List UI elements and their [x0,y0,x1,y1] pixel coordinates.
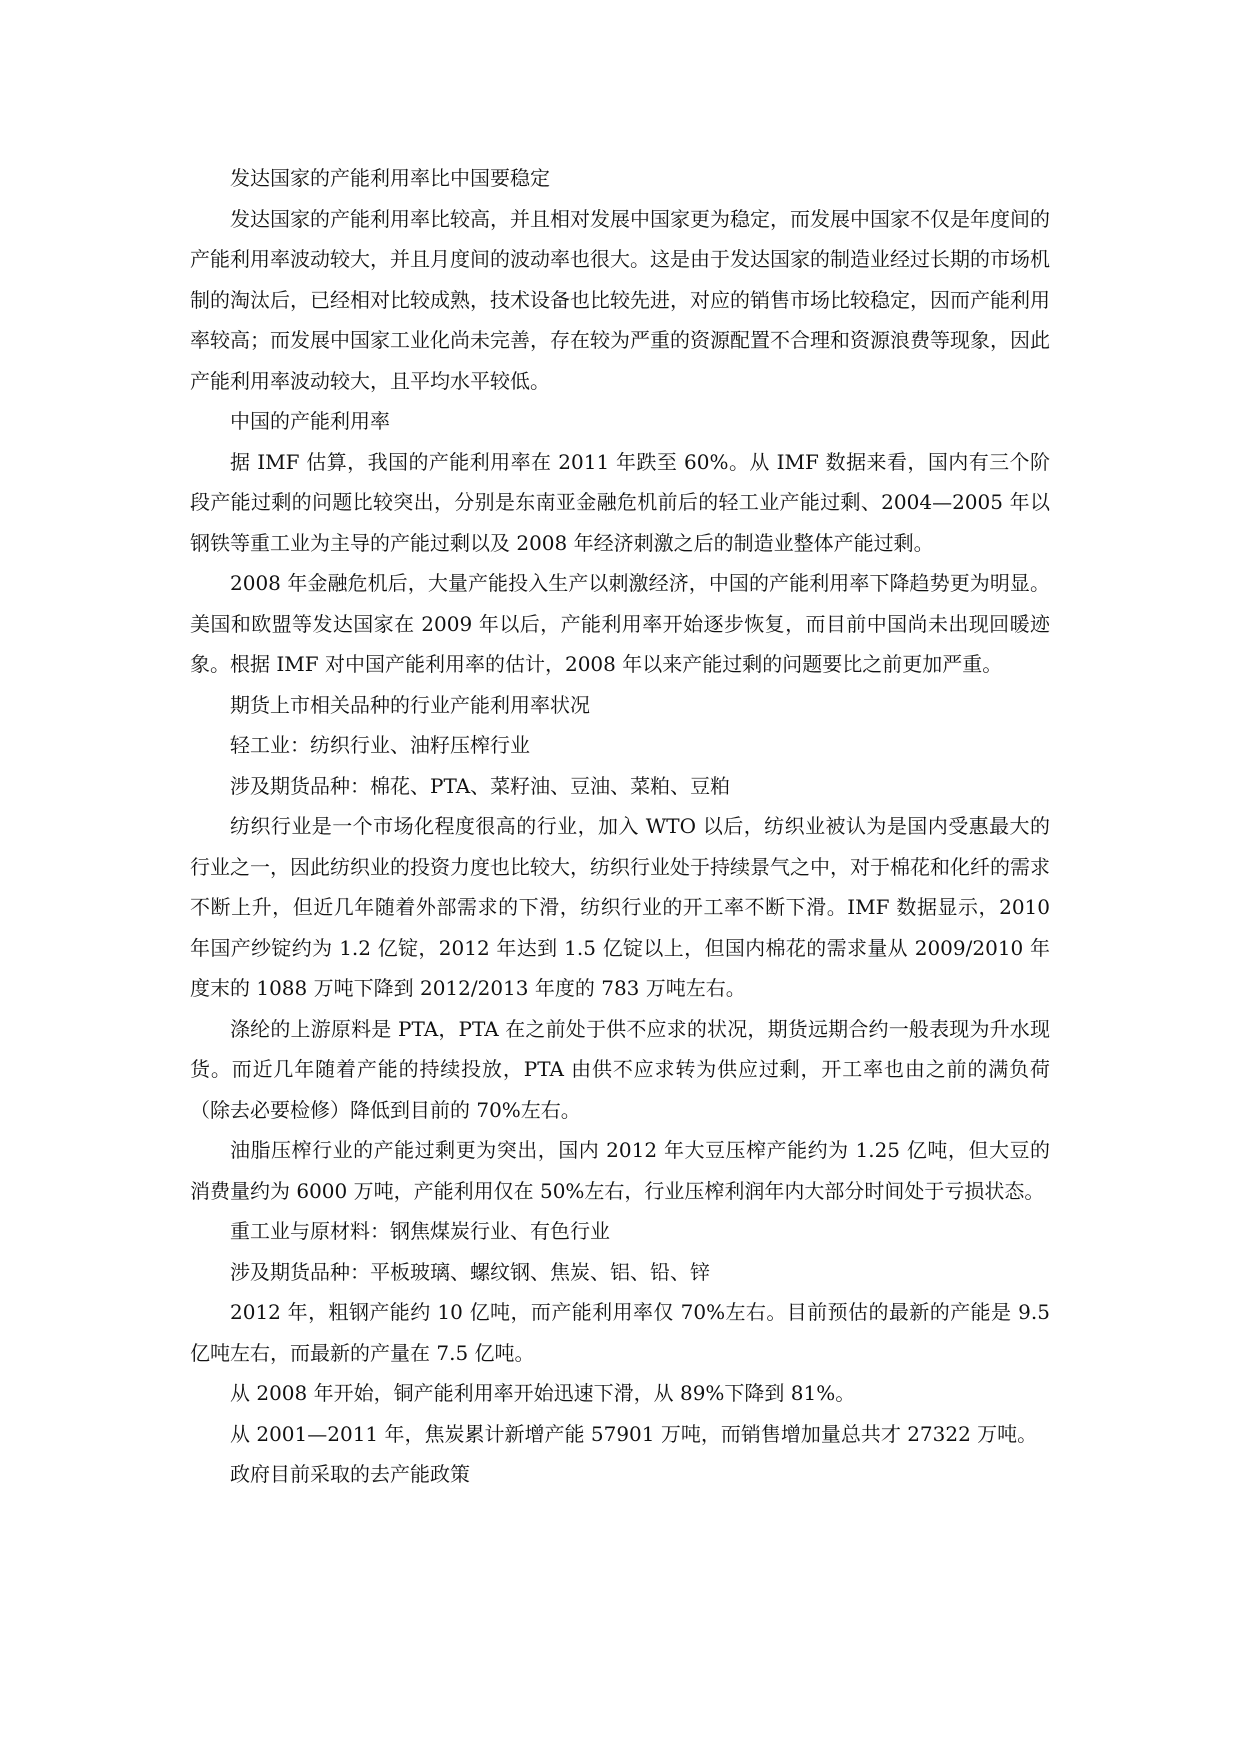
body-paragraph: 油脂压榨行业的产能过剩更为突出，国内 2012 年大豆压榨产能约为 1.25 亿吨，但大豆的消费量约为 6000 万吨，产能利用仅在 50%左右，行业压榨利润年内大部分时间处于亏损状态。 [190,1138,1050,1203]
section-heading: 政府目前采取的去产能政策 [230,1462,470,1486]
body-paragraph: 从 2008 年开始，铜产能利用率开始迅速下滑，从 89%下降到 81%。 [230,1381,856,1405]
futures-varieties-line: 涉及期货品种：平板玻璃、螺纹钢、焦炭、铝、铅、锌 [230,1259,710,1284]
section-heading: 中国的产能利用率 [230,409,390,433]
subsection-heading: 重工业与原材料：钢焦煤炭行业、有色行业 [230,1219,610,1243]
body-paragraph: 据 IMF 估算，我国的产能利用率在 2011 年跌至 60%。从 IMF 数据来看，国内有三个阶段产能过剩的问题比较突出，分别是东南亚金融危机前后的轻工业产能过剩、2004—2005 年以钢铁等重工业为主导的产能过剩以及 2008 年经济刺激之后的制造业整体产能过剩。 [190,449,1050,555]
body-paragraph: 发达国家的产能利用率比较高，并且相对发展中国家更为稳定，而发展中国家不仅是年度间的产能利用率波动较大，并且月度间的波动率也很大。这是由于发达国家的制造业经过长期的市场机制的淘汰后，已经相对比较成熟，技术设备也比较先进，对应的销售市场比较稳定，因而产能利用率较高；而发展中国家工业化尚未完善，存在较为严重的资源配置不合理和资源浪费等现象，因此产能利用率波动较大，且平均水平较低。 [190,206,1050,393]
futures-varieties-line: 涉及期货品种：棉花、PTA、菜籽油、豆油、菜粕、豆粕 [230,773,731,798]
section-heading: 期货上市相关品种的行业产能利用率状况 [230,692,590,717]
section-heading: 发达国家的产能利用率比中国要稳定 [230,166,550,190]
body-paragraph: 纺织行业是一个市场化程度很高的行业，加入 WTO 以后，纺织业被认为是国内受惠最大的行业之一，因此纺织业的投资力度也比较大，纺织行业处于持续景气之中，对于棉花和化纤的需求不断上升，但近几年随着外部需求的下滑，纺织行业的开工率不断下滑。IMF 数据显示，2010 年国产纱锭约为 1.2 亿锭，2012 年达到 1.5 亿锭以上，但国内棉花的需求量从 2009/2010 年度末的 1088 万吨下降到 2012/2013 年度的 783 万吨左右。 [190,814,1050,1000]
subsection-heading: 轻工业：纺织行业、油籽压榨行业 [230,733,530,757]
body-paragraph: 从 2001—2011 年，焦炭累计新增产能 57901 万吨，而销售增加量总共才 27322 万吨。 [230,1421,1038,1446]
body-paragraph: 涤纶的上游原料是 PTA，PTA 在之前处于供不应求的状况，期货远期合约一般表现为升水现货。而近几年随着产能的持续投放，PTA 由供不应求转为供应过剩，开工率也由之前的满负荷（除去必要检修）降低到目前的 70%左右。 [190,1016,1050,1122]
body-paragraph: 2008 年金融危机后，大量产能投入生产以刺激经济，中国的产能利用率下降趋势更为明显。美国和欧盟等发达国家在 2009 年以后，产能利用率开始逐步恢复，而目前中国尚未出现回暖迹象。根据 IMF 对中国产能利用率的估计，2008 年以来产能过剩的问题要比之前更加严重。 [190,571,1050,676]
body-paragraph: 2012 年，粗钢产能约 10 亿吨，而产能利用率仅 70%左右。目前预估的最新的产能是 9.5 亿吨左右，而最新的产量在 7.5 亿吨。 [190,1300,1050,1365]
document-page [190,158,1050,1495]
